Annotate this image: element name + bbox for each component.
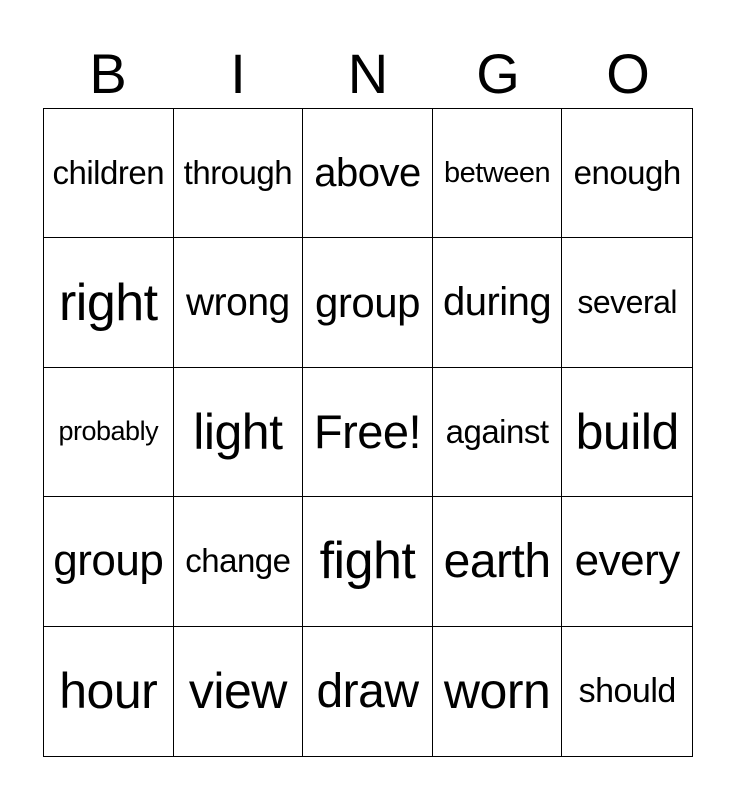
bingo-cell[interactable]: children [44, 109, 174, 238]
bingo-cell[interactable]: Free! [303, 368, 433, 497]
bingo-cell[interactable]: above [303, 109, 433, 238]
bingo-cell[interactable]: several [562, 238, 692, 367]
bingo-cell[interactable]: view [174, 627, 304, 756]
bingo-cell[interactable]: light [174, 368, 304, 497]
bingo-cell[interactable]: wrong [174, 238, 304, 367]
bingo-cell[interactable]: fight [303, 497, 433, 626]
bingo-cell[interactable]: group [303, 238, 433, 367]
bingo-cell[interactable]: earth [433, 497, 563, 626]
bingo-cell[interactable]: build [562, 368, 692, 497]
bingo-cell[interactable]: draw [303, 627, 433, 756]
header-letter-o: O [606, 42, 650, 105]
bingo-board [43, 108, 693, 757]
bingo-cell[interactable]: every [562, 497, 692, 626]
bingo-cell[interactable]: group [44, 497, 174, 626]
header-letter-i: I [230, 42, 246, 105]
bingo-cell[interactable]: hour [44, 627, 174, 756]
bingo-cell[interactable]: through [174, 109, 304, 238]
bingo-cell[interactable]: against [433, 368, 563, 497]
header-letter-g: G [476, 42, 520, 105]
bingo-cell[interactable]: worn [433, 627, 563, 756]
bingo-cell[interactable]: should [578, 671, 676, 710]
bingo-cell[interactable]: enough [562, 109, 692, 238]
header-letter-b: B [89, 42, 127, 105]
bingo-cell[interactable]: probably [44, 368, 174, 497]
bingo-cell[interactable]: during [433, 238, 563, 367]
header-letter-n: N [347, 42, 389, 105]
bingo-header [43, 40, 693, 108]
bingo-cell[interactable]: change [174, 497, 304, 626]
bingo-cell[interactable]: right [44, 238, 174, 367]
bingo-cell[interactable]: between [433, 109, 563, 238]
